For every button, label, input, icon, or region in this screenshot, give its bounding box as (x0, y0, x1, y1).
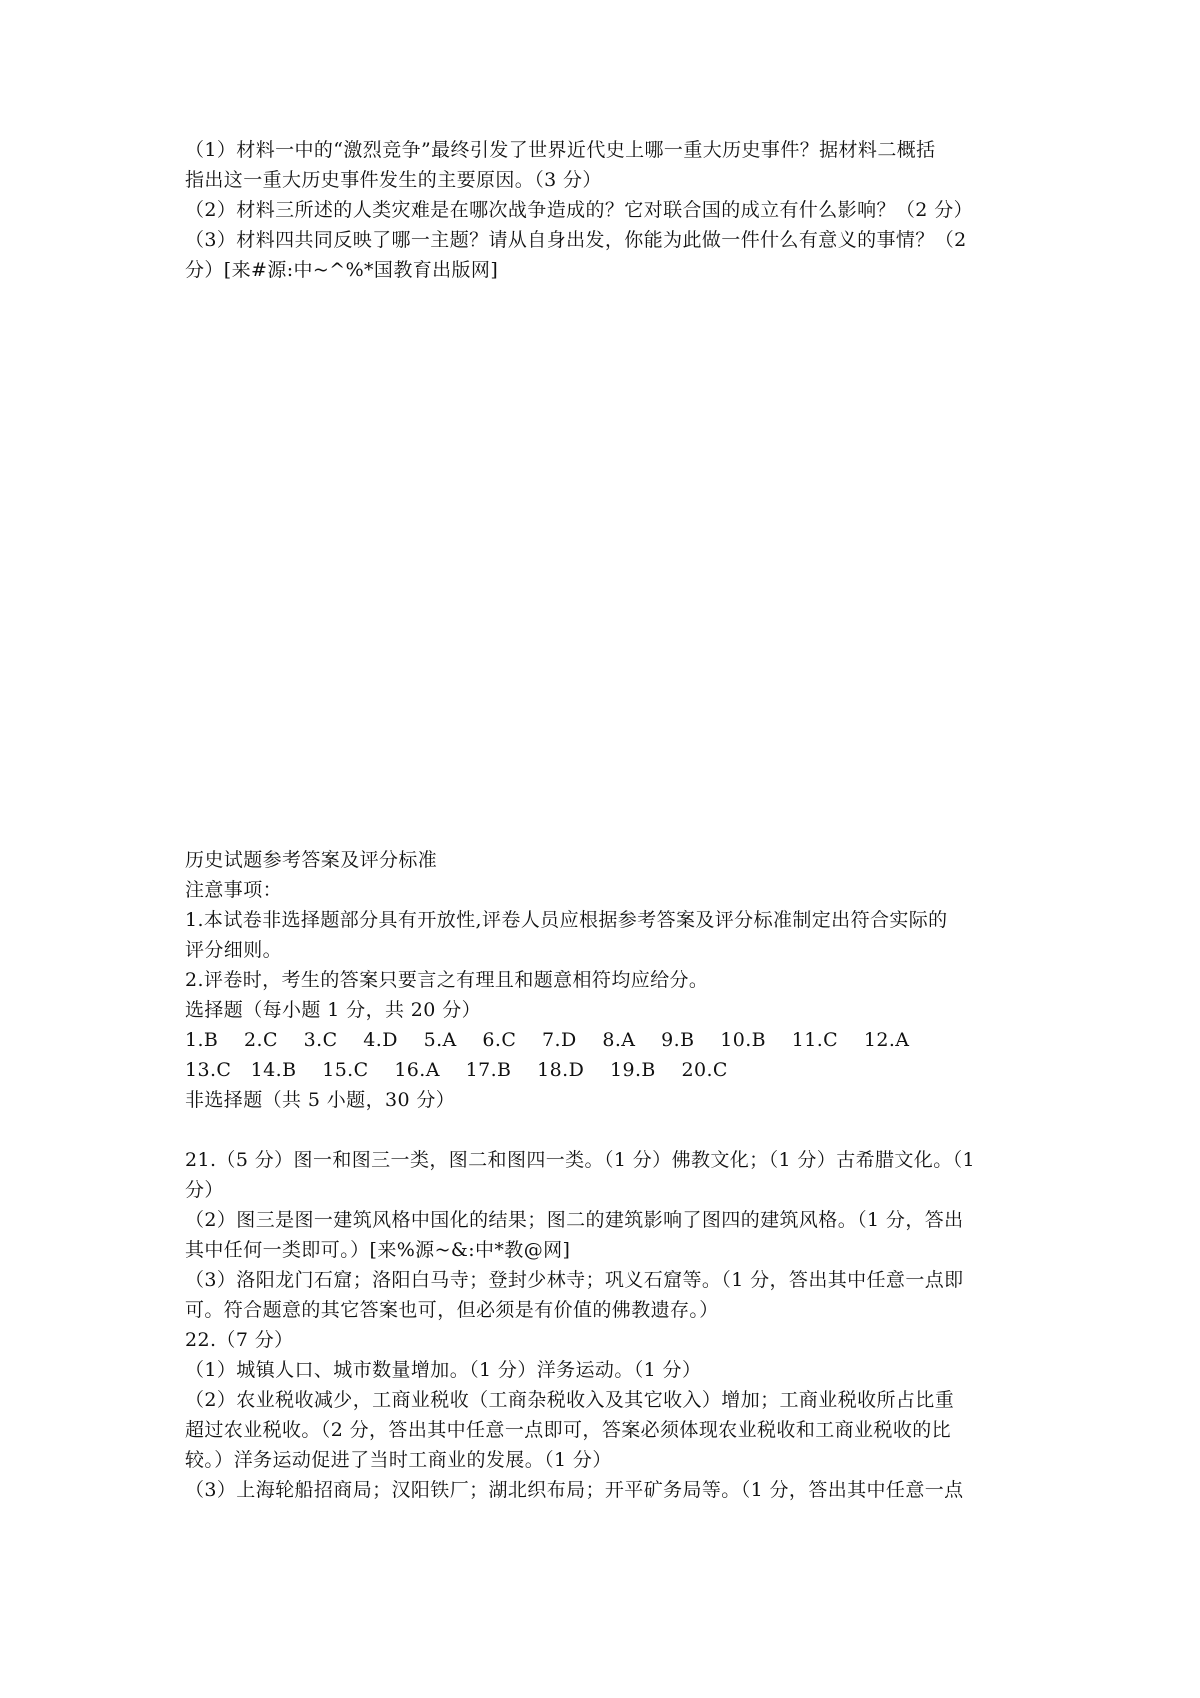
answer-22-3-text: （3）上海轮船招商局；汉阳铁厂；湖北织布局；开平矿务局等。（1 分，答出其中任意一点 (185, 1479, 964, 1501)
answer-key-title: 历史试题参考答案及评分标准 (185, 849, 438, 871)
question-2-text: （2）材料三所述的人类灾难是在哪次战争造成的？它对联合国的成立有什么影响？（2 分） (185, 199, 974, 221)
non-mc-heading: 非选择题（共 5 小题，30 分） (185, 1089, 456, 1111)
answer-21-text-cont: 分） (185, 1179, 224, 1201)
mc-answers-row-2: 13.C 14.B 15.C 16.A 17.B 18.D 19.B 20.C (185, 1059, 728, 1081)
question-3-text-cont: 分）[来#源:中~^%*国教育出版网] (185, 259, 499, 281)
answer-21-3-text-cont: 可。符合题意的其它答案也可，但必须是有价值的佛教遗存。） (185, 1299, 719, 1321)
answer-22-heading: 22.（7 分） (185, 1329, 294, 1351)
question-1-text: （1）材料一中的“激烈竞争”最终引发了世界近代史上哪一重大历史事件？据材料二概括 (185, 139, 936, 161)
question-1-text-cont: 指出这一重大历史事件发生的主要原因。（3 分） (185, 169, 602, 191)
answer-21-3-text: （3）洛阳龙门石窟；洛阳白马寺；登封少林寺；巩义石窟等。（1 分，答出其中任意一点即 (185, 1269, 964, 1291)
mc-heading: 选择题（每小题 1 分，共 20 分） (185, 999, 482, 1021)
notice-item-2: 2.评卷时，考生的答案只要言之有理且和题意相符均应给分。 (185, 969, 709, 991)
answer-22-2-text-cont: 超过农业税收。（2 分，答出其中任意一点即可，答案必须体现农业税收和工商业税收的比 (185, 1419, 952, 1441)
answer-21-2-text-cont: 其中任何一类即可。）[来%源~&:中*教@网] (185, 1239, 571, 1261)
mc-answers-row-1: 1.B 2.C 3.C 4.D 5.A 6.C 7.D 8.A 9.B 10.B 11.C 12.A (185, 1029, 910, 1051)
answer-22-2-text: （2）农业税收减少，工商业税收（工商杂税收入及其它收入）增加；工商业税收所占比重 (185, 1389, 955, 1411)
question-3-text: （3）材料四共同反映了哪一主题？请从自身出发，你能为此做一件什么有意义的事情？（2 (185, 229, 967, 251)
answer-21-2-text: （2）图三是图一建筑风格中国化的结果；图二的建筑影响了图四的建筑风格。（1 分，答出 (185, 1209, 964, 1231)
notice-heading: 注意事项： (185, 879, 283, 901)
notice-item-1: 1.本试卷非选择题部分具有开放性,评卷人员应根据参考答案及评分标准制定出符合实际的 (185, 909, 948, 931)
answer-21-text: 21.（5 分）图一和图三一类，图二和图四一类。（1 分）佛教文化；（1 分）古希腊文化。（1 (185, 1149, 975, 1171)
answer-22-1-text: （1）城镇人口、城市数量增加。（1 分）洋务运动。（1 分） (185, 1359, 702, 1381)
answer-22-2-text-cont-2: 较。）洋务运动促进了当时工商业的发展。（1 分） (185, 1449, 612, 1471)
notice-item-1-cont: 评分细则。 (185, 939, 283, 961)
